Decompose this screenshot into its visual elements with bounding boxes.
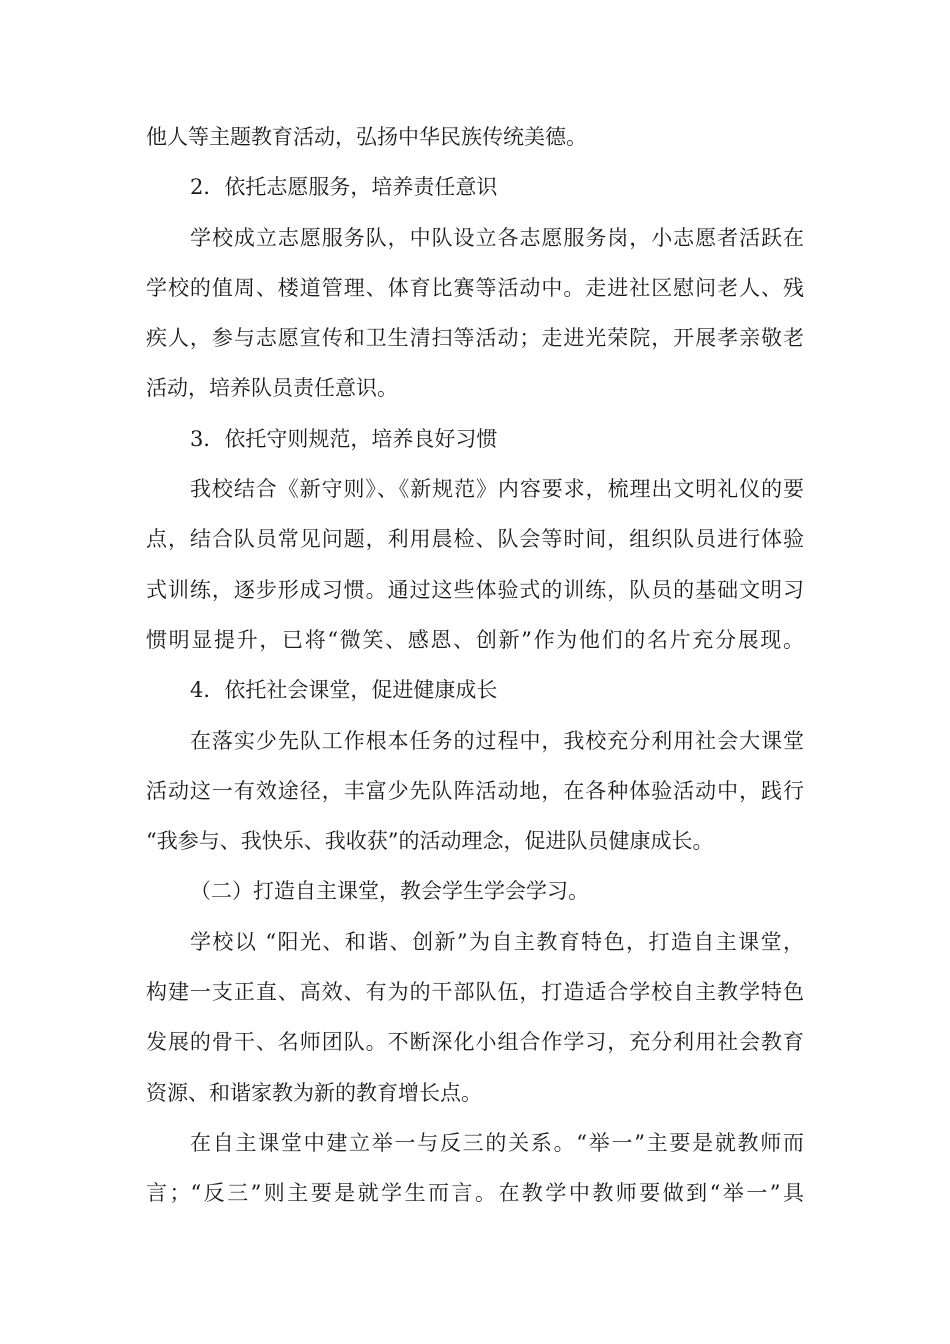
paragraph-first-line: 在自主课堂中建立举一与反三的关系。“举一”主要是就教师而 [190, 1130, 804, 1155]
paragraph-line: 惯明显提升，已将“微笑、感恩、创新”作为他们的名片充分展现。 [146, 627, 804, 652]
paragraph-last-line: 他人等主题教育活动，弘扬中华民族传统美德。 [146, 125, 587, 149]
section-heading: 4．依托社会课堂，促进健康成长 [190, 678, 498, 703]
paragraph-last-line: 活动，培养队员责任意识。 [146, 376, 398, 401]
paragraph-line: 构建一支正直、高效、有为的干部队伍，打造适合学校自主教学特色 [146, 980, 804, 1005]
paragraph-line: 活动这一有效途径，丰富少先队阵活动地，在各种体验活动中，践行 [146, 778, 804, 803]
document-body [146, 112, 804, 1219]
paragraph-line: 学校的值周、楼道管理、体育比赛等活动中。走进社区慰问老人、残 [146, 275, 804, 300]
paragraph-first-line: 我校结合《新守则》、《新规范》内容要求，梳理出文明礼仪的要 [190, 477, 804, 502]
paragraph-line: 点，结合队员常见问题，利用晨检、队会等时间，组织队员进行体验 [146, 527, 804, 552]
paragraph-last-line: 资源、和谐家教为新的教育增长点。 [146, 1080, 482, 1105]
paragraph-last-line: “我参与、我快乐、我收获”的活动理念，促进队员健康成长。 [146, 829, 714, 854]
paragraph-line: 发展的骨干、名师团队。不断深化小组合作学习，充分利用社会教育 [146, 1030, 804, 1055]
section-heading: 2．依托志愿服务，培养责任意识 [190, 175, 498, 200]
paragraph-line: 式训练，逐步形成习惯。通过这些体验式的训练，队员的基础文明习 [146, 577, 804, 602]
paragraph-line: 疾人，参与志愿宣传和卫生清扫等活动；走进光荣院，开展孝亲敬老 [146, 326, 804, 351]
section-heading: 3．依托守则规范，培养良好习惯 [190, 426, 498, 451]
section-heading: （二）打造自主课堂，教会学生学会学习。 [190, 879, 589, 904]
paragraph-first-line: 在落实少先队工作根本任务的过程中，我校充分利用社会大课堂 [190, 728, 804, 753]
paragraph-first-line: 学校成立志愿服务队，中队设立各志愿服务岗，小志愿者活跃在 [190, 225, 804, 250]
paragraph-first-line: 学校以 “阳光、和谐、创新”为自主教育特色，打造自主课堂， [190, 929, 804, 954]
paragraph-line: 言；“反三”则主要是就学生而言。在教学中教师要做到“举一”具 [146, 1181, 804, 1206]
